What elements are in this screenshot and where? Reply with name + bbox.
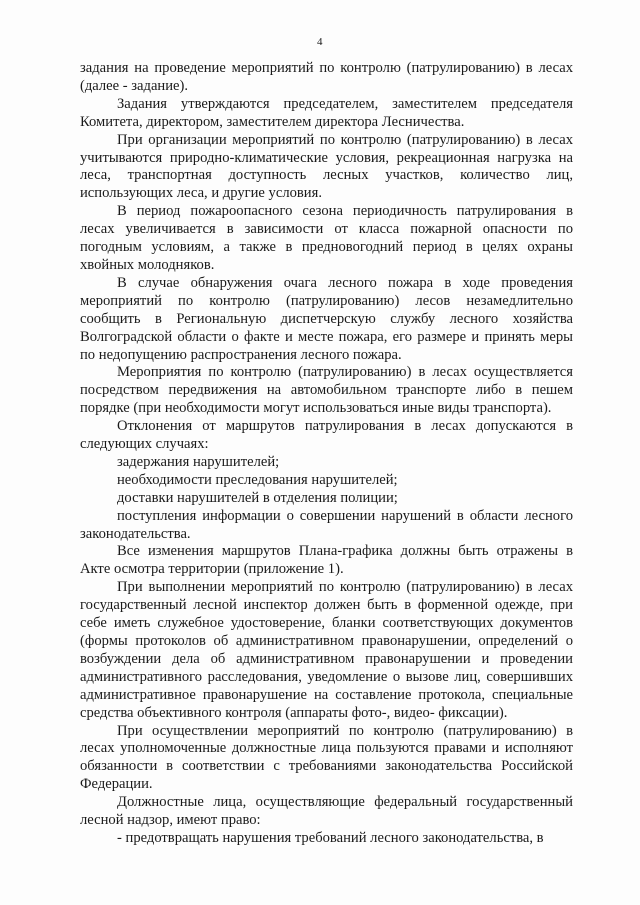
paragraph: задания на проведение мероприятий по контролю (патрулированию) в лесах (далее - задание). [80,60,573,94]
paragraph: При выполнении мероприятий по контролю (патрулированию) в лесах государственный лесной инспектор должен быть в форменной одежде, при себе иметь служебное удостоверение, бланки соответствующих документов (формы протоколов об административном правонарушении, определений о возбуждении дела об административном правонарушении и проведении административного расследования, уведомление о вызове лиц, совершивших административное правонарушение на составление протокола, специальные средства объективного контроля (аппараты фото-, видео- фиксации). [80,579,573,721]
page-number: 4 [317,36,323,48]
list-item: поступления информации о совершении нарушений в области лесного законодательства. [80,507,573,542]
paragraph: Все изменения маршрутов Плана-графика должны быть отражены в Акте осмотра территории (приложение 1). [80,543,573,578]
paragraph: В случае обнаружения очага лесного пожара в ходе проведения мероприятий по контролю (патрулированию) лесов незамедлительно сообщить в Региональную диспетчерскую службу лесного хозяйства Волгоградской области о факте и месте пожара, его размере и принять меры по недопущению распространения лесного пожара. [80,274,573,363]
paragraph: Должностные лица, осуществляющие федеральный государственный лесной надзор, имеют право: [80,794,573,829]
document-body [80,60,573,848]
paragraph: В период пожароопасного сезона периодичность патрулирования в лесах увеличивается в зависимости от класса пожарной опасности по погодным условиям, а также в предновогодний период в целях охраны хвойных молодняков. [80,203,573,273]
paragraph: При организации мероприятий по контролю (патрулированию) в лесах учитываются природно-климатические условия, рекреационная нагрузка на леса, транспортная доступность лесных участков, количество лиц, использующих леса, и другие условия. [80,131,573,202]
list-item: необходимости преследования нарушителей; [117,471,398,488]
paragraph: Отклонения от маршрутов патрулирования в лесах допускаются в следующих случаях: [80,418,573,453]
paragraph: При осуществлении мероприятий по контролю (патрулированию) в лесах уполномоченные должностные лица пользуются правами и исполняют обязанности в соответствии с требованиями законодательства Российской Федерации. [80,722,573,793]
paragraph: Мероприятия по контролю (патрулированию) в лесах осуществляется посредством передвижения на автомобильном транспорте либо в пешем порядке (при необходимости могут использоваться иные виды транспорта). [80,364,573,417]
list-item: задержания нарушителей; [117,453,280,470]
paragraph: Задания утверждаются председателем, заместителем председателя Комитета, директором, заместителем директора Лесничества. [80,95,573,130]
list-item: доставки нарушителей в отделения полиции; [117,489,398,506]
paragraph: - предотвращать нарушения требований лесного законодательства, в [117,829,544,846]
